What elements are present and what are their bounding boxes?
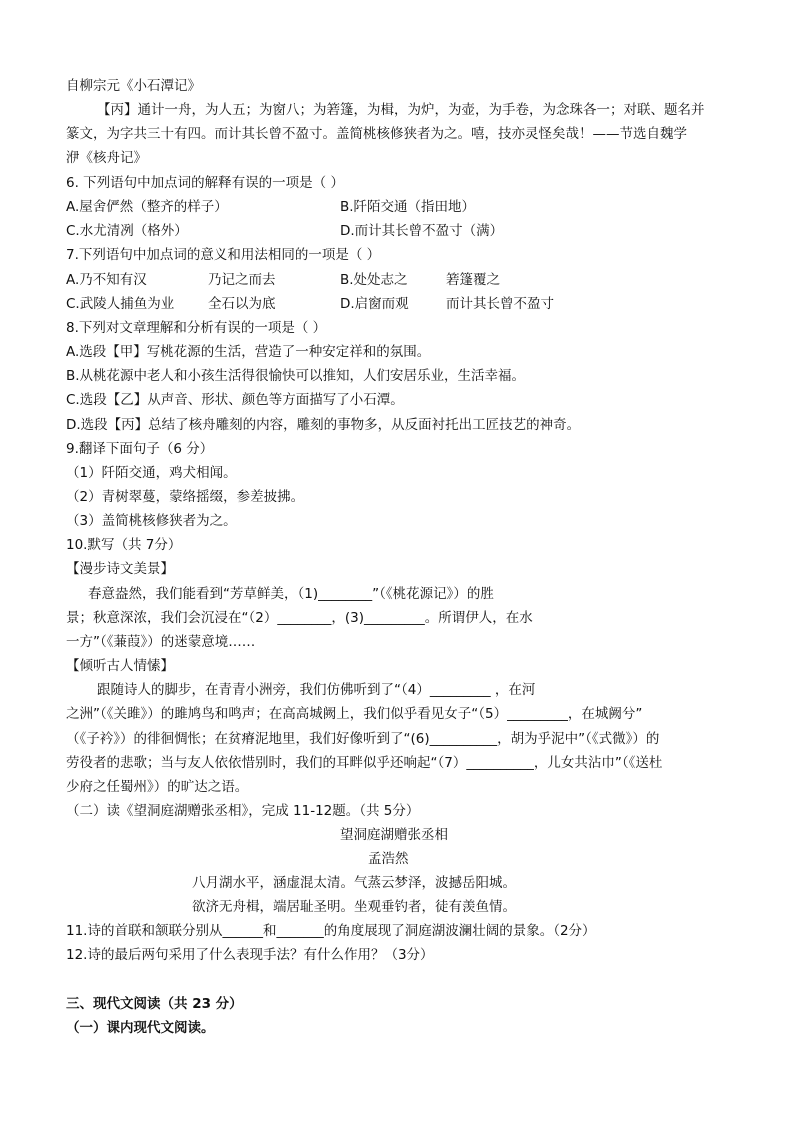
section-3-heading: 三、现代文阅读（共 23 分）: [66, 996, 243, 1012]
q7-option-a-1: A.乃不知有汉: [66, 272, 147, 288]
bing-text-line-3: 洢《核舟记》: [66, 150, 147, 166]
q8-option-a: A.选段【甲】写桃花源的生活，营造了一种安定祥和的氛围。: [66, 344, 431, 360]
q9-sentence-2: （2）青树翠蔓，蒙络摇缀，参差披拂。: [66, 489, 305, 505]
bing-text-line-1: 【丙】通计一舟，为人五；为窗八；为箬篷，为楫，为炉，为壶，为手卷，为念珠各一；对联、题名并: [97, 102, 705, 118]
poem-author: 孟浩然: [368, 851, 409, 867]
q10-para-1-line-3: 一方”（《蒹葭》）的迷蒙意境……: [66, 634, 256, 650]
question-9: 9.翻译下面句子（6 分）: [66, 441, 214, 457]
question-8: 8.下列对文章理解和分析有误的一项是（ ）: [66, 320, 327, 336]
source-line: 自柳宗元《小石潭记》: [66, 78, 201, 94]
q7-option-d-2: 而计其长曾不盈寸: [446, 296, 554, 312]
q8-option-d: D.选段【丙】总结了核舟雕刻的内容，雕刻的事物多，从反面衬托出工匠技艺的神奇。: [66, 417, 581, 433]
q10-para-2-line-3: （《子衿》）的徘徊惆怅；在贫瘠泥地里，我们好像听到了“(6)__________，胡为乎泥中”（《式微》）的: [66, 731, 660, 747]
q7-option-c-1: C.武陵人捕鱼为业: [66, 296, 175, 312]
q8-option-b: B.从桃花源中老人和小孩生活得很愉快可以推知，人们安居乐业，生活幸福。: [66, 368, 526, 384]
q10-para-2-line-5: 少府之任蜀州》）的旷达之语。: [66, 779, 249, 795]
q10-heading-2: 【倾听古人情愫】: [66, 658, 174, 674]
poem-title: 望洞庭湖赠张丞相: [340, 827, 448, 843]
q7-option-b-2: 箬篷覆之: [446, 272, 500, 288]
q10-heading-1: 【漫步诗文美景】: [66, 561, 174, 577]
q6-option-c: C.水尤清冽（格外）: [66, 223, 188, 239]
q10-para-1-line-1: 春意盎然，我们能看到“芳草鲜美，（1)________”（《桃花源记》）的胜: [88, 586, 494, 602]
q9-sentence-3: （3）盖简桃核修狭者为之。: [66, 513, 237, 529]
question-12: 12.诗的最后两句采用了什么表现手法？有什么作用？（3分）: [66, 947, 434, 963]
q7-option-b-1: B.处处志之: [340, 272, 408, 288]
q9-sentence-1: （1）阡陌交通，鸡犬相闻。: [66, 465, 237, 481]
q6-option-b: B.阡陌交通（指田地）: [340, 199, 476, 215]
q10-para-2-line-1: 跟随诗人的脚步，在青青小洲旁，我们仿佛听到了“（4）_________ ，在河: [97, 682, 536, 698]
poem-line-2: 欲济无舟楫，端居耻圣明。坐观垂钓者，徒有羡鱼情。: [192, 899, 516, 915]
question-7: 7.下列语句中加点词的意义和用法相同的一项是（ ）: [66, 247, 381, 263]
bing-text-line-2: 篆文，为字共三十有四。而计其长曾不盈寸。盖简桃核修狭者为之。嘻，技亦灵怪矣哉！——节选自魏学: [66, 126, 687, 142]
section-2-heading: （二）读《望洞庭湖赠张丞相》，完成 11-12题。（共 5分）: [66, 803, 420, 819]
question-11: 11.诗的首联和颔联分别从______和_______的角度展现了洞庭湖波澜壮阔的景象。（2分）: [66, 923, 596, 939]
poem-line-1: 八月湖水平，涵虚混太清。气蒸云梦泽，波撼岳阳城。: [192, 875, 516, 891]
q6-option-a: A.屋舍俨然（整齐的样子）: [66, 199, 228, 215]
section-3-subheading: （一）课内现代文阅读。: [66, 1020, 215, 1036]
q7-option-d-1: D.启窗而观: [340, 296, 409, 312]
q10-para-2-line-2: 之洲”（《关雎》）的雎鸠鸟和鸣声；在高高城阙上，我们似乎看见女子“（5）_________，在城阙兮”: [66, 706, 643, 722]
q10-para-1-line-2: 景；秋意深浓，我们会沉浸在“（2）________，(3)_________。所谓伊人，在水: [66, 610, 533, 626]
q10-para-2-line-4: 劳役者的悲歌；当与友人依依惜别时，我们的耳畔似乎还响起“（7）__________，儿女共沾巾”（《送杜: [66, 755, 663, 771]
q7-option-c-2: 全石以为底: [208, 296, 276, 312]
q7-option-a-2: 乃记之而去: [208, 272, 276, 288]
question-10: 10.默写（共 7分）: [66, 537, 182, 553]
question-6: 6. 下列语句中加点词的解释有误的一项是（ ）: [66, 175, 344, 191]
q8-option-c: C.选段【乙】从声音、形状、颜色等方面描写了小石潭。: [66, 392, 404, 408]
q6-option-d: D.而计其长曾不盈寸（满）: [340, 223, 504, 239]
